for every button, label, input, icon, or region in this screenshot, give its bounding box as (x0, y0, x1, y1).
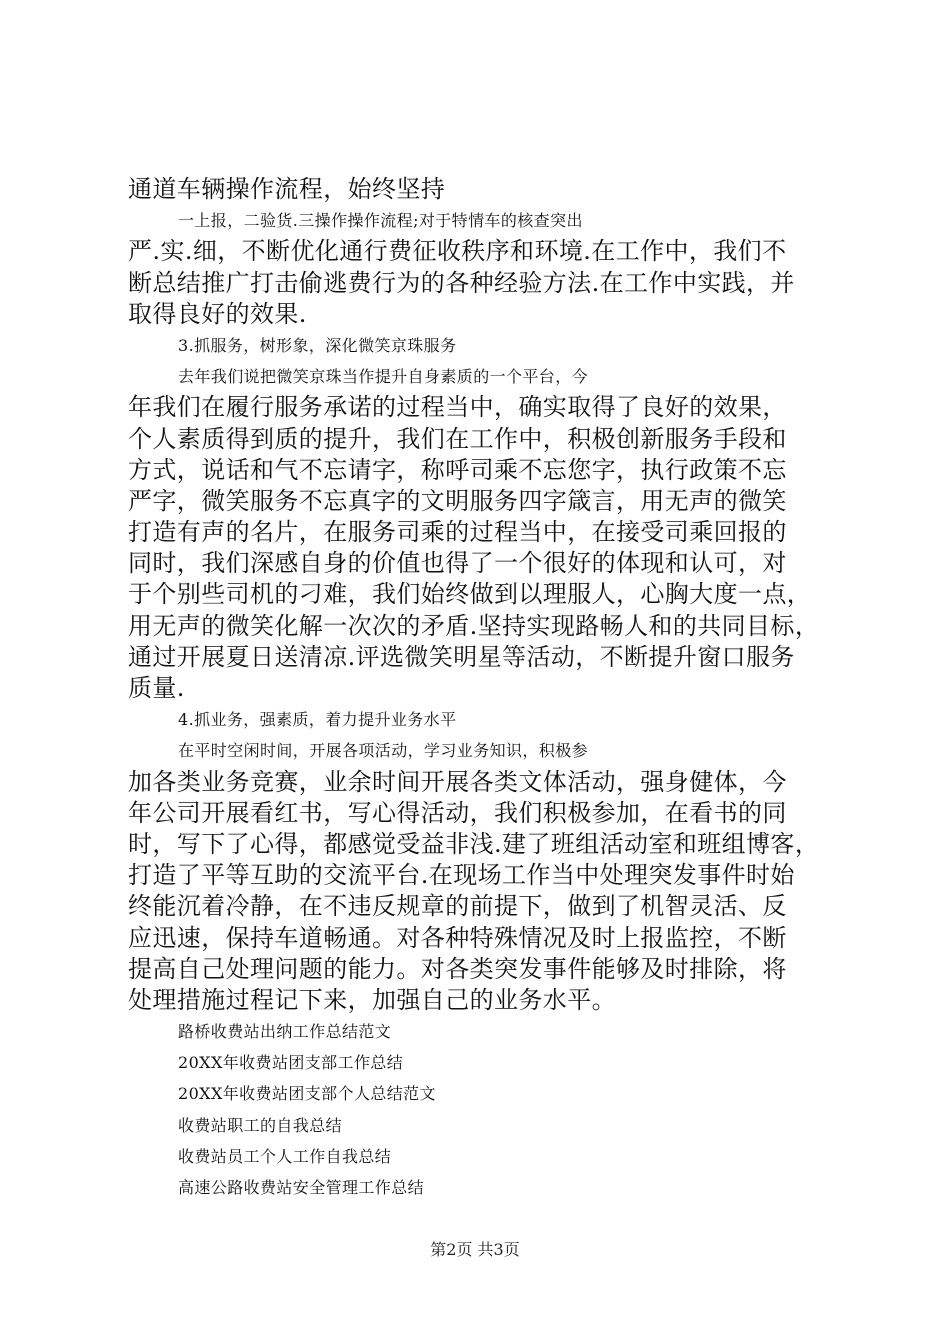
text-line: 通道车辆操作流程，始终坚持 (128, 175, 446, 203)
text-line: 个人素质得到质的提升，我们在工作中，积极创新服务手段和 (128, 424, 787, 453)
text-line: 20XX年收费站团支部个人总结范文 (178, 1084, 436, 1104)
text-line: 取得良好的效果. (128, 299, 307, 328)
text-line: 终能沉着冷静，在不违反规章的前提下，做到了机智灵活、反 (128, 892, 787, 921)
text-line: 高速公路收费站安全管理工作总结 (178, 1178, 425, 1197)
text-line: 在平时空闲时间，开展各项活动，学习业务知识，积极参 (178, 741, 589, 761)
text-line: 质量. (128, 674, 185, 702)
text-line: 提高自己处理问题的能力。对各类突发事件能够及时排除，将 (128, 954, 787, 983)
text-line: 方式，说话和气不忘请字，称呼司乘不忘您字，执行政策不忘 (128, 455, 787, 484)
text-line: 用无声的微笑化解一次次的矛盾.坚持实现路畅人和的共同目标， (128, 611, 820, 640)
text-line: 应迅速，保持车道畅通。对各种特殊情况及时上报监控，不断 (128, 923, 787, 952)
text-line: 20XX年收费站团支部工作总结 (178, 1053, 404, 1073)
text-line: 严字，微笑服务不忘真字的文明服务四字箴言，用无声的微笑 (128, 486, 787, 515)
text-line: 去年我们说把微笑京珠当作提升自身素质的一个平台，今 (178, 367, 589, 387)
text-line: 严.实.细，不断优化通行费征收秩序和环境.在工作中，我们不 (128, 237, 787, 266)
text-line: 收费站员工个人工作自我总结 (178, 1146, 392, 1166)
text-line: 处理措施过程记下来，加强自己的业务水平。 (128, 985, 616, 1014)
text-line: 通过开展夏日送清凉.评选微笑明星等活动，不断提升窗口服务 (128, 642, 795, 671)
text-line: 同时，我们深感自身的价值也得了一个很好的体现和认可，对 (128, 549, 787, 578)
page-footer: 第2页 共3页 (430, 1240, 520, 1259)
text-line: 于个别些司机的刁难，我们始终做到以理服人，心胸大度一点， (128, 580, 812, 609)
text-line: 时，写下了心得，都感觉受益非浅.建了班组活动室和班组博客， (128, 829, 820, 858)
text-line: 打造了平等互助的交流平台.在现场工作当中处理突发事件时始 (128, 861, 795, 890)
text-line: 3.抓服务，树形象，深化微笑京珠服务 (178, 335, 457, 355)
text-line: 4.抓业务，强素质，着力提升业务水平 (178, 710, 457, 730)
text-line: 路桥收费站出纳工作总结范文 (178, 1022, 392, 1042)
document-body (128, 174, 842, 1203)
text-line: 一上报，二验货.三操作操作流程;对于特情车的核查突出 (178, 211, 583, 231)
text-line: 加各类业务竞赛，业余时间开展各类文体活动，强身健体，今 (128, 767, 787, 796)
text-line: 断总结推广打击偷逃费行为的各种经验方法.在工作中实践，并 (128, 268, 795, 297)
text-line: 收费站职工的自我总结 (178, 1115, 343, 1135)
text-line: 年公司开展看红书，写心得活动，我们积极参加，在看书的同 (128, 798, 787, 827)
text-line: 年我们在履行服务承诺的过程当中，确实取得了良好的效果， (128, 393, 787, 422)
text-line: 打造有声的名片，在服务司乘的过程当中，在接受司乘回报的 (128, 518, 787, 547)
